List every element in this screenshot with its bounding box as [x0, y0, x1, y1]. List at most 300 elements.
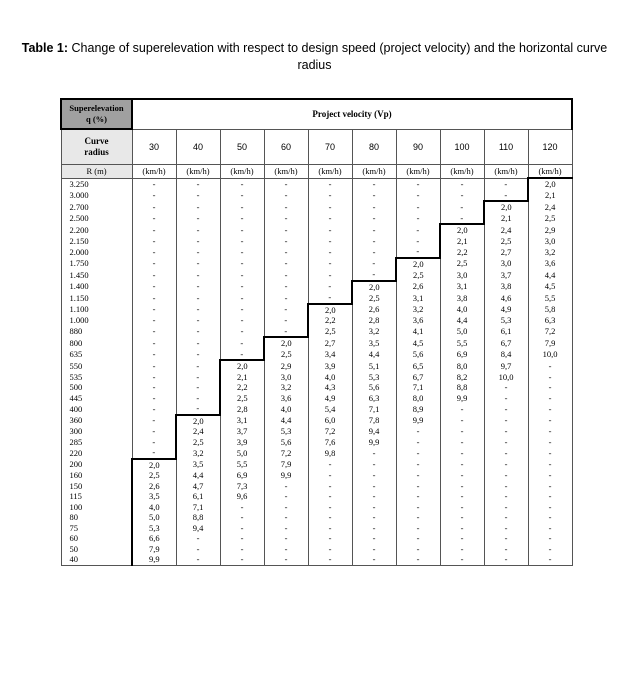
table-row [61, 224, 572, 236]
radius-cell: 115 [61, 491, 132, 502]
radius-cell: 75 [61, 523, 132, 534]
superelevation-value-cell: 8,2 [440, 372, 484, 383]
empty-value-cell: - [308, 213, 352, 225]
superelevation-value-cell: 2,2 [440, 246, 484, 258]
superelevation-value-cell: 7,2 [528, 326, 572, 338]
empty-value-cell: - [528, 544, 572, 555]
empty-value-cell: - [308, 544, 352, 555]
superelevation-value-cell: 9,9 [440, 393, 484, 404]
superelevation-value-cell: 5,4 [308, 403, 352, 415]
empty-value-cell: - [440, 523, 484, 534]
empty-value-cell: - [132, 190, 176, 202]
superelevation-table [60, 98, 573, 566]
table-row [61, 481, 572, 492]
superelevation-value-cell: 3,7 [220, 426, 264, 437]
empty-value-cell: - [396, 178, 440, 190]
superelevation-value-cell: 2,5 [396, 269, 440, 281]
speed-unit-header: (km/h) [440, 165, 484, 179]
superelevation-value-cell: 8,8 [176, 512, 220, 523]
curve-radius-header-line1: Curve [84, 136, 109, 146]
empty-value-cell: - [176, 178, 220, 190]
empty-value-cell: - [396, 523, 440, 534]
superelevation-value-cell: 4,7 [176, 481, 220, 492]
empty-value-cell: - [440, 459, 484, 471]
superelevation-value-cell: 9,4 [352, 426, 396, 437]
empty-value-cell: - [440, 544, 484, 555]
empty-value-cell: - [352, 201, 396, 213]
radius-cell: 1.150 [61, 292, 132, 304]
radius-cell: 2.700 [61, 201, 132, 213]
empty-value-cell: - [132, 403, 176, 415]
radius-cell: 2.000 [61, 246, 132, 258]
table-row [61, 349, 572, 361]
superelevation-value-cell: 10,0 [484, 372, 528, 383]
empty-value-cell: - [528, 372, 572, 383]
empty-value-cell: - [352, 258, 396, 270]
empty-value-cell: - [528, 512, 572, 523]
empty-value-cell: - [308, 491, 352, 502]
empty-value-cell: - [484, 403, 528, 415]
speed-unit-header: (km/h) [528, 165, 572, 179]
empty-value-cell: - [176, 315, 220, 326]
speed-header-80: 80 [352, 129, 396, 165]
empty-value-cell: - [132, 258, 176, 270]
superelevation-value-cell: 2,8 [220, 403, 264, 415]
empty-value-cell: - [176, 382, 220, 393]
empty-value-cell: - [484, 523, 528, 534]
empty-value-cell: - [308, 246, 352, 258]
table-row [61, 426, 572, 437]
superelevation-value-cell: 2,4 [484, 224, 528, 236]
superelevation-value-cell: 3,5 [132, 491, 176, 502]
superelevation-header-line1: Superelevation [69, 103, 124, 113]
empty-value-cell: - [528, 523, 572, 534]
empty-value-cell: - [528, 533, 572, 544]
empty-value-cell: - [528, 393, 572, 404]
table-row [61, 544, 572, 555]
radius-cell: 150 [61, 481, 132, 492]
table-row [61, 459, 572, 471]
empty-value-cell: - [396, 544, 440, 555]
empty-value-cell: - [440, 533, 484, 544]
table-row [61, 403, 572, 415]
caption-text: Change of superelevation with respect to design speed (project velocity) and the horizontal curve radius [68, 41, 608, 72]
table-row [61, 523, 572, 534]
empty-value-cell: - [220, 224, 264, 236]
radius-cell: 880 [61, 326, 132, 338]
radius-cell: 300 [61, 426, 132, 437]
empty-value-cell: - [352, 491, 396, 502]
empty-value-cell: - [308, 224, 352, 236]
superelevation-value-cell: 10,0 [528, 349, 572, 361]
empty-value-cell: - [440, 213, 484, 225]
empty-value-cell: - [484, 554, 528, 565]
superelevation-value-cell: 3,5 [176, 459, 220, 471]
radius-cell: 1.000 [61, 315, 132, 326]
superelevation-value-cell: 2,0 [176, 415, 220, 427]
speed-header-110: 110 [484, 129, 528, 165]
empty-value-cell: - [352, 447, 396, 459]
table-row [61, 437, 572, 448]
empty-value-cell: - [176, 544, 220, 555]
empty-value-cell: - [396, 533, 440, 544]
speed-unit-header: (km/h) [264, 165, 308, 179]
empty-value-cell: - [528, 459, 572, 471]
table-row [61, 447, 572, 459]
table-row [61, 281, 572, 293]
empty-value-cell: - [352, 533, 396, 544]
superelevation-value-cell: 9,9 [396, 415, 440, 427]
empty-value-cell: - [220, 523, 264, 534]
empty-value-cell: - [132, 246, 176, 258]
superelevation-value-cell: 2,5 [220, 393, 264, 404]
superelevation-value-cell: 5,0 [440, 326, 484, 338]
superelevation-value-cell: 2,9 [264, 360, 308, 372]
superelevation-value-cell: 2,0 [264, 337, 308, 349]
superelevation-value-cell: 3,6 [396, 315, 440, 326]
empty-value-cell: - [220, 512, 264, 523]
empty-value-cell: - [220, 533, 264, 544]
empty-value-cell: - [264, 269, 308, 281]
empty-value-cell: - [132, 281, 176, 293]
superelevation-value-cell: 6,5 [396, 360, 440, 372]
empty-value-cell: - [484, 437, 528, 448]
empty-value-cell: - [176, 337, 220, 349]
superelevation-value-cell: 4,4 [528, 269, 572, 281]
empty-value-cell: - [308, 523, 352, 534]
empty-value-cell: - [176, 372, 220, 383]
superelevation-value-cell: 4,4 [440, 315, 484, 326]
project-velocity-header: Project velocity (Vp) [132, 99, 572, 129]
superelevation-value-cell: 4,4 [176, 470, 220, 481]
empty-value-cell: - [440, 554, 484, 565]
empty-value-cell: - [264, 178, 308, 190]
speed-unit-header: (km/h) [176, 165, 220, 179]
superelevation-value-cell: 6,9 [440, 349, 484, 361]
empty-value-cell: - [440, 426, 484, 437]
superelevation-value-cell: 4,0 [264, 403, 308, 415]
radius-cell: 3.250 [61, 178, 132, 190]
table-body [61, 178, 572, 565]
empty-value-cell: - [308, 502, 352, 513]
table-caption [20, 40, 609, 74]
empty-value-cell: - [396, 470, 440, 481]
empty-value-cell: - [352, 178, 396, 190]
empty-value-cell: - [132, 447, 176, 459]
superelevation-value-cell: 6,0 [308, 415, 352, 427]
table-row [61, 269, 572, 281]
superelevation-value-cell: 7,1 [176, 502, 220, 513]
radius-cell: 400 [61, 403, 132, 415]
superelevation-value-cell: 2,1 [440, 236, 484, 247]
empty-value-cell: - [484, 544, 528, 555]
superelevation-value-cell: 2,6 [352, 304, 396, 316]
empty-value-cell: - [308, 281, 352, 293]
superelevation-value-cell: 3,8 [440, 292, 484, 304]
superelevation-value-cell: 4,0 [132, 502, 176, 513]
radius-cell: 550 [61, 360, 132, 372]
empty-value-cell: - [352, 459, 396, 471]
superelevation-value-cell: 2,0 [132, 459, 176, 471]
superelevation-value-cell: 3,9 [220, 437, 264, 448]
empty-value-cell: - [484, 502, 528, 513]
empty-value-cell: - [264, 544, 308, 555]
radius-cell: 1.400 [61, 281, 132, 293]
superelevation-value-cell: 7,1 [352, 403, 396, 415]
empty-value-cell: - [528, 415, 572, 427]
radius-cell: 1.750 [61, 258, 132, 270]
empty-value-cell: - [132, 382, 176, 393]
empty-value-cell: - [176, 236, 220, 247]
empty-value-cell: - [352, 554, 396, 565]
superelevation-value-cell: 4,4 [264, 415, 308, 427]
empty-value-cell: - [132, 437, 176, 448]
table-row [61, 393, 572, 404]
empty-value-cell: - [308, 201, 352, 213]
superelevation-value-cell: 7,2 [264, 447, 308, 459]
superelevation-value-cell: 2,5 [528, 213, 572, 225]
empty-value-cell: - [528, 437, 572, 448]
empty-value-cell: - [352, 502, 396, 513]
superelevation-value-cell: 4,9 [484, 304, 528, 316]
radius-cell: 2.500 [61, 213, 132, 225]
superelevation-value-cell: 3,0 [264, 372, 308, 383]
empty-value-cell: - [132, 326, 176, 338]
empty-value-cell: - [396, 459, 440, 471]
superelevation-value-cell: 6,7 [396, 372, 440, 383]
superelevation-value-cell: 7,9 [264, 459, 308, 471]
superelevation-value-cell: 7,8 [352, 415, 396, 427]
superelevation-value-cell: 6,6 [132, 533, 176, 544]
superelevation-value-cell: 2,1 [484, 213, 528, 225]
empty-value-cell: - [220, 190, 264, 202]
empty-value-cell: - [484, 512, 528, 523]
empty-value-cell: - [352, 190, 396, 202]
radius-cell: 500 [61, 382, 132, 393]
superelevation-value-cell: 2,0 [528, 178, 572, 190]
table-row [61, 292, 572, 304]
superelevation-value-cell: 2,1 [220, 372, 264, 383]
empty-value-cell: - [176, 201, 220, 213]
empty-value-cell: - [352, 512, 396, 523]
empty-value-cell: - [308, 533, 352, 544]
table-row [61, 326, 572, 338]
empty-value-cell: - [528, 502, 572, 513]
superelevation-value-cell: 2,4 [528, 201, 572, 213]
empty-value-cell: - [308, 258, 352, 270]
speed-header-50: 50 [220, 129, 264, 165]
table-row [61, 415, 572, 427]
speed-unit-header: (km/h) [352, 165, 396, 179]
speed-header-70: 70 [308, 129, 352, 165]
table-row [61, 236, 572, 247]
superelevation-value-cell: 7,6 [308, 437, 352, 448]
radius-cell: 1.100 [61, 304, 132, 316]
superelevation-value-cell: 2,5 [176, 437, 220, 448]
empty-value-cell: - [352, 269, 396, 281]
empty-value-cell: - [264, 512, 308, 523]
table-row [61, 246, 572, 258]
superelevation-value-cell: 5,0 [132, 512, 176, 523]
radius-cell: 285 [61, 437, 132, 448]
empty-value-cell: - [484, 447, 528, 459]
radius-cell: 1.450 [61, 269, 132, 281]
radius-cell: 160 [61, 470, 132, 481]
speed-header-60: 60 [264, 129, 308, 165]
superelevation-value-cell: 7,9 [132, 544, 176, 555]
empty-value-cell: - [220, 349, 264, 361]
superelevation-value-cell: 2,9 [528, 224, 572, 236]
superelevation-value-cell: 5,5 [440, 337, 484, 349]
superelevation-value-cell: 3,2 [176, 447, 220, 459]
empty-value-cell: - [528, 403, 572, 415]
table-row [61, 470, 572, 481]
empty-value-cell: - [308, 459, 352, 471]
table-row [61, 382, 572, 393]
empty-value-cell: - [220, 326, 264, 338]
empty-value-cell: - [484, 415, 528, 427]
empty-value-cell: - [264, 554, 308, 565]
empty-value-cell: - [132, 269, 176, 281]
superelevation-value-cell: 2,4 [176, 426, 220, 437]
radius-cell: 100 [61, 502, 132, 513]
empty-value-cell: - [132, 360, 176, 372]
empty-value-cell: - [264, 491, 308, 502]
empty-value-cell: - [220, 213, 264, 225]
empty-value-cell: - [264, 246, 308, 258]
table-row [61, 201, 572, 213]
empty-value-cell: - [484, 533, 528, 544]
superelevation-value-cell: 3,9 [308, 360, 352, 372]
superelevation-value-cell: 5,3 [484, 315, 528, 326]
empty-value-cell: - [440, 502, 484, 513]
radius-cell: 80 [61, 512, 132, 523]
superelevation-value-cell: 3,1 [220, 415, 264, 427]
empty-value-cell: - [220, 315, 264, 326]
superelevation-value-cell: 3,0 [440, 269, 484, 281]
empty-value-cell: - [176, 269, 220, 281]
empty-value-cell: - [308, 481, 352, 492]
empty-value-cell: - [308, 554, 352, 565]
superelevation-value-cell: 7,2 [308, 426, 352, 437]
empty-value-cell: - [132, 349, 176, 361]
superelevation-header-cell [61, 99, 132, 129]
empty-value-cell: - [396, 554, 440, 565]
superelevation-value-cell: 5,3 [352, 372, 396, 383]
empty-value-cell: - [220, 246, 264, 258]
empty-value-cell: - [352, 246, 396, 258]
radius-cell: 445 [61, 393, 132, 404]
empty-value-cell: - [396, 447, 440, 459]
superelevation-value-cell: 7,9 [528, 337, 572, 349]
superelevation-value-cell: 8,9 [396, 403, 440, 415]
empty-value-cell: - [264, 292, 308, 304]
empty-value-cell: - [132, 224, 176, 236]
speed-unit-header: (km/h) [396, 165, 440, 179]
empty-value-cell: - [484, 481, 528, 492]
superelevation-value-cell: 7,3 [220, 481, 264, 492]
superelevation-header-line2: q (%) [85, 114, 107, 124]
empty-value-cell: - [264, 258, 308, 270]
empty-value-cell: - [176, 360, 220, 372]
header-row-units [61, 165, 572, 179]
empty-value-cell: - [220, 269, 264, 281]
table-row [61, 315, 572, 326]
empty-value-cell: - [440, 201, 484, 213]
empty-value-cell: - [132, 304, 176, 316]
superelevation-value-cell: 2,7 [308, 337, 352, 349]
superelevation-value-cell: 2,0 [352, 281, 396, 293]
empty-value-cell: - [176, 533, 220, 544]
empty-value-cell: - [396, 426, 440, 437]
superelevation-value-cell: 2,5 [132, 470, 176, 481]
empty-value-cell: - [440, 491, 484, 502]
empty-value-cell: - [264, 304, 308, 316]
radius-cell: 40 [61, 554, 132, 565]
table-row [61, 491, 572, 502]
superelevation-value-cell: 6,1 [176, 491, 220, 502]
empty-value-cell: - [220, 502, 264, 513]
empty-value-cell: - [440, 437, 484, 448]
empty-value-cell: - [396, 213, 440, 225]
superelevation-value-cell: 2,0 [220, 360, 264, 372]
superelevation-value-cell: 3,2 [396, 304, 440, 316]
radius-cell: 2.150 [61, 236, 132, 247]
superelevation-value-cell: 2,6 [396, 281, 440, 293]
superelevation-value-cell: 2,6 [132, 481, 176, 492]
empty-value-cell: - [264, 315, 308, 326]
table-row [61, 178, 572, 190]
empty-value-cell: - [352, 213, 396, 225]
radius-unit-header: R (m) [61, 165, 132, 179]
empty-value-cell: - [264, 281, 308, 293]
superelevation-value-cell: 3,2 [352, 326, 396, 338]
empty-value-cell: - [528, 554, 572, 565]
empty-value-cell: - [440, 178, 484, 190]
superelevation-value-cell: 3,1 [396, 292, 440, 304]
empty-value-cell: - [220, 544, 264, 555]
radius-cell: 3.000 [61, 190, 132, 202]
superelevation-value-cell: 6,1 [484, 326, 528, 338]
empty-value-cell: - [484, 382, 528, 393]
empty-value-cell: - [396, 201, 440, 213]
superelevation-value-cell: 2,1 [528, 190, 572, 202]
table-row [61, 372, 572, 383]
empty-value-cell: - [220, 554, 264, 565]
empty-value-cell: - [132, 393, 176, 404]
empty-value-cell: - [176, 224, 220, 236]
empty-value-cell: - [176, 326, 220, 338]
radius-cell: 360 [61, 415, 132, 427]
empty-value-cell: - [176, 393, 220, 404]
radius-cell: 200 [61, 459, 132, 471]
superelevation-value-cell: 2,5 [484, 236, 528, 247]
empty-value-cell: - [308, 512, 352, 523]
speed-header-30: 30 [132, 129, 176, 165]
table-row [61, 258, 572, 270]
superelevation-value-cell: 3,0 [528, 236, 572, 247]
empty-value-cell: - [396, 502, 440, 513]
empty-value-cell: - [528, 470, 572, 481]
empty-value-cell: - [264, 481, 308, 492]
radius-cell: 2.200 [61, 224, 132, 236]
empty-value-cell: - [440, 190, 484, 202]
superelevation-value-cell: 9,7 [484, 360, 528, 372]
superelevation-value-cell: 2,0 [396, 258, 440, 270]
superelevation-value-cell: 5,5 [220, 459, 264, 471]
empty-value-cell: - [308, 236, 352, 247]
empty-value-cell: - [308, 190, 352, 202]
